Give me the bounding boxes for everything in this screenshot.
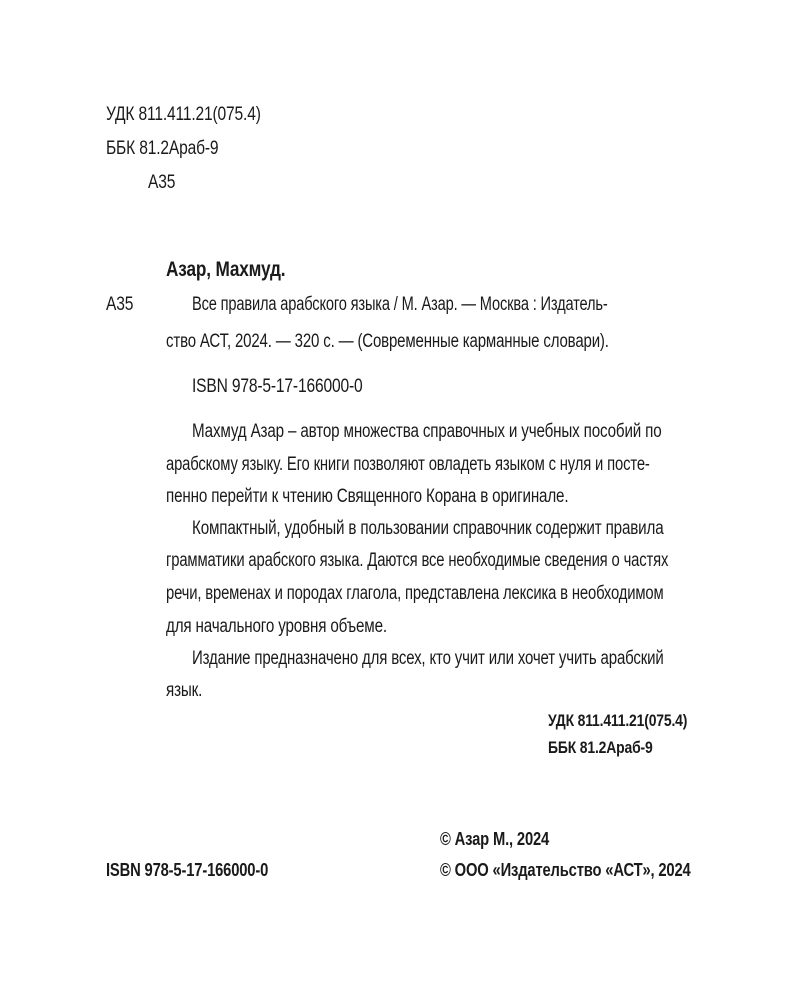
annotation-p3-line1: Издание предназначено для всех, кто учит или хочет учить арабский — [192, 648, 664, 669]
copyright-author: © Азар М., 2024 — [440, 829, 550, 849]
annotation-p3-line2: язык. — [166, 680, 203, 701]
annotation-p1-line3: пенно перейти к чтению Священного Корана в оригинале. — [166, 486, 569, 507]
author-mark-top: А35 — [148, 172, 176, 193]
annotation-p2-line2: грамматики арабского языка. Даются все необходимые сведения о частях — [166, 550, 669, 571]
isbn-footer: ISBN 978-5-17-166000-0 — [106, 860, 269, 880]
bbk-code-bottom: ББК 81.2Араб-9 — [548, 738, 653, 757]
title-line-2: ство АСТ, 2024. — 320 с. — (Современные карманные словари). — [166, 331, 609, 352]
author-heading: Азар, Махмуд. — [166, 258, 286, 281]
annotation-p1-line1: Махмуд Азар – автор множества справочных и учебных пособий по — [192, 421, 662, 442]
isbn-record: ISBN 978-5-17-166000-0 — [192, 376, 363, 397]
copyright-publisher: © ООО «Издательство «АСТ», 2024 — [440, 860, 691, 880]
title-line-1: Все правила арабского языка / М. Азар. — Москва : Издатель- — [192, 294, 608, 315]
annotation-p2-line3: речи, временах и породах глагола, представлена лексика в необходимом — [166, 583, 664, 604]
udk-code: УДК 811.411.21(075.4) — [106, 104, 261, 125]
author-mark: А35 — [106, 294, 134, 315]
annotation-p2-line4: для начального уровня объеме. — [166, 616, 387, 637]
annotation-p1-line2: арабскому языку. Его книги позволяют овладеть языком с нуля и посте- — [166, 454, 650, 475]
udk-code-bottom: УДК 811.411.21(075.4) — [548, 711, 688, 730]
bbk-code: ББК 81.2Араб-9 — [106, 138, 219, 159]
annotation-p2-line1: Компактный, удобный в пользовании справочник содержит правила — [192, 518, 664, 539]
